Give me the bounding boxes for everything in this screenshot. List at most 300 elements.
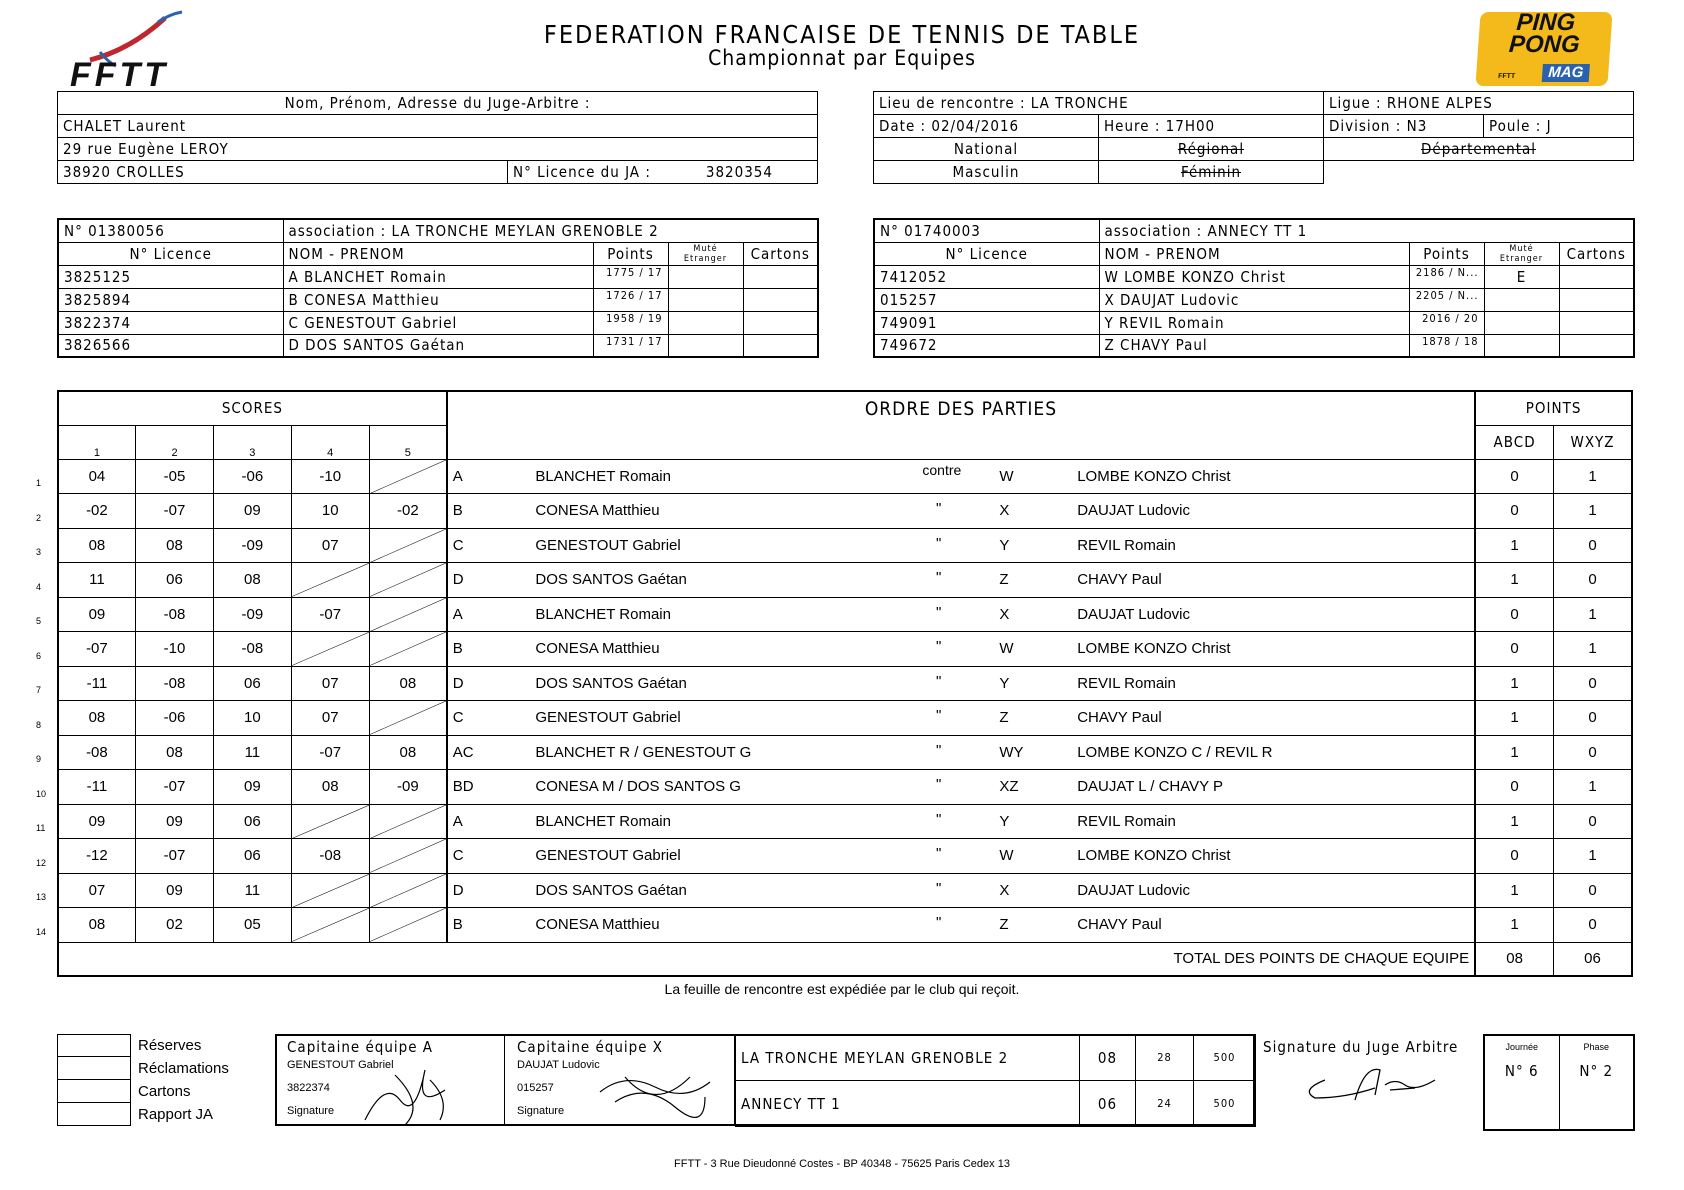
player-a-letter: A	[447, 597, 531, 632]
team-x-num: N° 01740003	[874, 219, 1099, 242]
cartons-checkbox[interactable]	[57, 1080, 131, 1103]
result-table	[735, 1034, 1256, 1127]
player-cartons	[743, 288, 818, 311]
capitaine-x-licence: 015257	[517, 1082, 554, 1094]
set-score: -02	[369, 494, 446, 529]
player-mute	[668, 334, 743, 357]
ditto-mark: "	[935, 500, 942, 517]
player-a-name	[530, 563, 969, 598]
team-x-player-row	[874, 265, 1634, 288]
set-score: -09	[214, 528, 291, 563]
points-wxyz: 1	[1554, 494, 1632, 529]
ditto-mark: "	[935, 603, 942, 621]
capitaine-x-sig-label: Signature	[517, 1105, 565, 1117]
player-x-name: CHAVY Paul	[1059, 908, 1475, 943]
set-score: 08	[58, 701, 135, 736]
lieu: Lieu de rencontre : LA TRONCHE	[874, 92, 1324, 115]
ditto-mark: "	[935, 914, 942, 931]
points-abcd: 1	[1475, 528, 1553, 563]
set-score	[369, 804, 446, 839]
partie-row	[58, 804, 1632, 839]
player-a-label: BLANCHET Romain	[535, 605, 671, 623]
row-number: 9	[36, 754, 42, 764]
player-licence: 749672	[874, 334, 1099, 357]
set-score: 08	[369, 735, 446, 770]
total-x: 06	[1554, 942, 1632, 976]
set-score: 09	[58, 804, 135, 839]
player-name: B CONESA Matthieu	[283, 288, 593, 311]
row-number: 1	[36, 478, 42, 488]
capitaine-a-signature	[355, 1060, 475, 1130]
player-x-name: DAUJAT L / CHAVY P	[1059, 770, 1475, 805]
player-name: C GENESTOUT Gabriel	[283, 311, 593, 334]
partie-row	[58, 735, 1632, 770]
player-licence: 3822374	[58, 311, 283, 334]
team-a-player-row	[58, 288, 818, 311]
player-cartons	[1559, 311, 1634, 334]
set-score: -07	[135, 770, 213, 805]
journee-value: N° 6	[1484, 1058, 1559, 1130]
row-number: 14	[36, 926, 47, 937]
points-wxyz: 1	[1554, 459, 1632, 494]
partie-row	[58, 666, 1632, 701]
player-name: Y REVIL Romain	[1099, 311, 1409, 334]
points-wxyz: 0	[1554, 666, 1632, 701]
points-wxyz: 1	[1554, 632, 1632, 667]
points-wxyz: 0	[1554, 908, 1632, 943]
player-a-label: GENESTOUT Gabriel	[535, 536, 681, 554]
row-number: 13	[36, 892, 47, 902]
ditto-mark: "	[935, 810, 942, 828]
player-licence: 7412052	[874, 265, 1099, 288]
set-score	[369, 873, 446, 908]
player-x-name: LOMBE KONZO Christ	[1059, 839, 1475, 874]
points-wxyz: 0	[1554, 563, 1632, 598]
team-x-player-row	[874, 311, 1634, 334]
player-x-name: REVIL Romain	[1059, 528, 1475, 563]
player-a-letter: C	[447, 701, 531, 736]
ditto-mark: "	[935, 741, 942, 759]
departemental: Départemental	[1324, 138, 1634, 161]
juge-licence: 3820354	[705, 163, 773, 181]
division: Division : N3	[1324, 115, 1484, 138]
points-abcd: 0	[1475, 597, 1553, 632]
pingpong-logo-small: FFTT	[1497, 73, 1516, 80]
player-points: 1775 / 17	[593, 265, 668, 288]
points-wxyz: 1	[1554, 839, 1632, 874]
row-number: 2	[36, 512, 42, 523]
set-score	[369, 528, 446, 563]
set-score: 09	[135, 804, 213, 839]
result-balls: 500	[1194, 1081, 1256, 1127]
ditto-mark: "	[935, 672, 942, 690]
row-number: 10	[36, 788, 47, 799]
result-team: ANNECY TT 1	[736, 1081, 1080, 1127]
player-cartons	[1559, 288, 1634, 311]
date: Date : 02/04/2016	[874, 115, 1099, 138]
player-name: W LOMBE KONZO Christ	[1099, 265, 1409, 288]
contre-label: contre	[922, 461, 962, 478]
player-a-letter: A	[447, 804, 531, 839]
player-cartons	[743, 311, 818, 334]
set-score: 08	[58, 908, 135, 943]
player-points: 2186 / N...	[1409, 265, 1484, 288]
set-score: -10	[135, 632, 213, 667]
player-x-letter: X	[969, 597, 1059, 632]
player-cartons	[1559, 334, 1634, 357]
team-x-h-licence: N° Licence	[874, 242, 1099, 265]
set-score: 11	[58, 563, 135, 598]
points-wxyz: 0	[1554, 804, 1632, 839]
player-points: 1878 / 18	[1409, 334, 1484, 357]
points-abcd: 0	[1475, 494, 1553, 529]
player-x-name: REVIL Romain	[1059, 666, 1475, 701]
set-score: 06	[214, 804, 291, 839]
ditto-mark: "	[935, 707, 942, 724]
player-points: 1958 / 19	[593, 311, 668, 334]
player-a-label: GENESTOUT Gabriel	[535, 709, 681, 727]
set-score: 11	[214, 735, 291, 770]
set-score: 06	[135, 563, 213, 598]
set-score: 02	[135, 908, 213, 943]
set-score: -07	[291, 735, 369, 770]
page-subtitle: Championnat par Equipes	[708, 46, 976, 70]
points-wxyz: 0	[1554, 735, 1632, 770]
set-score: -05	[135, 459, 213, 494]
set-score: 04	[58, 459, 135, 494]
set-score: 10	[291, 494, 369, 529]
set-score: 09	[214, 770, 291, 805]
player-a-name	[530, 597, 969, 632]
set-score: 08	[369, 666, 446, 701]
row-number: 7	[36, 685, 42, 695]
partie-row	[58, 908, 1632, 943]
set-score: 06	[214, 666, 291, 701]
capitaine-a-name: GENESTOUT Gabriel	[287, 1059, 394, 1071]
set-score	[369, 908, 446, 943]
row-number: 6	[36, 650, 42, 661]
set-score: 09	[58, 597, 135, 632]
set-score	[291, 563, 369, 598]
page-title: FEDERATION FRANCAISE DE TENNIS DE TABLE	[543, 20, 1141, 49]
set-score: -07	[291, 597, 369, 632]
points-abcd: 1	[1475, 908, 1553, 943]
player-licence: 3825125	[58, 265, 283, 288]
player-mute	[668, 311, 743, 334]
player-x-letter: X	[969, 873, 1059, 908]
points-abcd: 0	[1475, 770, 1553, 805]
set-score: -07	[135, 839, 213, 874]
reserves-label: Réserves	[138, 1037, 202, 1054]
player-mute	[668, 265, 743, 288]
player-a-label: BLANCHET R / GENESTOUT G	[535, 743, 752, 761]
player-x-name: REVIL Romain	[1059, 804, 1475, 839]
pingpong-logo-mag: MAG	[1542, 64, 1590, 82]
set-score	[291, 804, 369, 839]
player-a-letter: B	[447, 908, 531, 943]
team-a-h-mute: Muté Etranger	[668, 242, 743, 265]
set-score: -11	[58, 666, 135, 701]
player-x-letter: Y	[969, 528, 1059, 563]
player-a-letter: B	[447, 494, 531, 529]
partie-row	[58, 839, 1632, 874]
set-number: 1	[58, 425, 135, 459]
team-a-player-row	[58, 265, 818, 288]
capitaine-x-title: Capitaine équipe X	[517, 1038, 664, 1056]
set-score: 10	[214, 701, 291, 736]
set-score: 08	[214, 563, 291, 598]
player-x-letter: Z	[969, 563, 1059, 598]
set-score	[369, 563, 446, 598]
partie-row	[58, 597, 1632, 632]
player-a-name	[530, 494, 969, 529]
points-wxyz: 0	[1554, 873, 1632, 908]
set-score: -09	[214, 597, 291, 632]
juge-signature-label: Signature du Juge Arbitre	[1263, 1038, 1459, 1056]
player-a-label: CONESA M / DOS SANTOS G	[535, 778, 741, 796]
player-a-letter: BD	[447, 770, 531, 805]
team-a-h-licence: N° Licence	[58, 242, 283, 265]
ditto-mark: "	[935, 845, 942, 862]
set-score: 08	[135, 735, 213, 770]
row-number: 3	[36, 547, 42, 557]
team-x-table	[873, 218, 1635, 358]
player-x-name: DAUJAT Ludovic	[1059, 597, 1475, 632]
player-cartons	[743, 265, 818, 288]
player-name: Z CHAVY Paul	[1099, 334, 1409, 357]
player-a-label: BLANCHET Romain	[535, 467, 671, 485]
player-a-label: CONESA Matthieu	[535, 916, 660, 934]
team-x-player-row	[874, 288, 1634, 311]
player-a-name	[530, 632, 969, 667]
phase-label: Phase	[1559, 1035, 1634, 1058]
points-abcd: 1	[1475, 666, 1553, 701]
team-x-player-row	[874, 334, 1634, 357]
set-score: 08	[135, 528, 213, 563]
player-cartons	[743, 334, 818, 357]
set-score: 07	[291, 666, 369, 701]
result-pts: 08	[1080, 1035, 1136, 1081]
player-a-name	[530, 770, 969, 805]
player-points: 1726 / 17	[593, 288, 668, 311]
team-a-h-points: Points	[593, 242, 668, 265]
team-a-assoc: association : LA TRONCHE MEYLAN GRENOBLE 2	[283, 219, 818, 242]
row-number: 8	[36, 719, 42, 730]
player-a-label: CONESA Matthieu	[535, 502, 660, 520]
partie-row	[58, 563, 1632, 598]
juge-arbitre-table	[57, 91, 818, 184]
set-score: 06	[214, 839, 291, 874]
points-wxyz: 1	[1554, 770, 1632, 805]
player-a-name	[530, 528, 969, 563]
set-score	[369, 459, 446, 494]
player-mute	[668, 288, 743, 311]
points-abcd: 0	[1475, 839, 1553, 874]
player-a-label: GENESTOUT Gabriel	[535, 847, 681, 865]
set-score: 05	[214, 908, 291, 943]
set-score: -08	[214, 632, 291, 667]
juge-licence-cell	[508, 161, 818, 184]
points-abcd: 1	[1475, 873, 1553, 908]
set-score: 07	[291, 528, 369, 563]
regional: Régional	[1099, 138, 1324, 161]
player-a-letter: C	[447, 528, 531, 563]
set-score: -12	[58, 839, 135, 874]
player-a-name	[530, 666, 969, 701]
points-abcd: 1	[1475, 735, 1553, 770]
player-licence: 3825894	[58, 288, 283, 311]
player-x-letter: Y	[969, 804, 1059, 839]
player-a-letter: B	[447, 632, 531, 667]
row-number: 12	[36, 857, 47, 868]
result-pts: 06	[1080, 1081, 1136, 1127]
abcd-label: ABCD	[1475, 425, 1553, 459]
result-sets: 24	[1136, 1081, 1194, 1127]
journee-label: Journée	[1484, 1035, 1559, 1058]
reclamations-checkbox[interactable]	[57, 1057, 131, 1080]
team-x-h-cartons: Cartons	[1559, 242, 1634, 265]
row-number: 4	[36, 581, 42, 592]
player-x-name: LOMBE KONZO Christ	[1059, 459, 1475, 494]
ditto-mark: "	[935, 879, 942, 897]
team-x-h-nom: NOM - PRENOM	[1099, 242, 1409, 265]
partie-row	[58, 701, 1632, 736]
player-x-name: DAUJAT Ludovic	[1059, 873, 1475, 908]
player-mute	[1484, 334, 1559, 357]
points-wxyz: 0	[1554, 701, 1632, 736]
set-score: -08	[135, 597, 213, 632]
player-a-name	[530, 804, 969, 839]
points-abcd: 0	[1475, 459, 1553, 494]
journee-phase-table	[1483, 1034, 1635, 1131]
player-a-label: DOS SANTOS Gaétan	[535, 674, 687, 692]
reserves-checkbox[interactable]	[57, 1034, 131, 1057]
player-a-label: DOS SANTOS Gaétan	[535, 571, 687, 589]
phase-value: N° 2	[1559, 1058, 1634, 1130]
team-a-player-row	[58, 334, 818, 357]
capitaine-a	[275, 1034, 505, 1126]
parties-table	[57, 390, 1633, 977]
player-x-name: LOMBE KONZO C / REVIL R	[1059, 735, 1475, 770]
pingpong-logo-word2: PONG	[1508, 31, 1581, 58]
set-score: -11	[58, 770, 135, 805]
partie-row	[58, 770, 1632, 805]
juge-city: 38920 CROLLES	[58, 161, 508, 184]
ordre-label: ORDRE DES PARTIES	[447, 391, 1475, 459]
points-label: POINTS	[1475, 391, 1632, 425]
player-name: A BLANCHET Romain	[283, 265, 593, 288]
rencontre-table	[873, 91, 1634, 184]
set-score: -02	[58, 494, 135, 529]
fftt-logo-text: FFTT	[70, 56, 170, 94]
set-score: 07	[58, 873, 135, 908]
poule: Poule : J	[1484, 115, 1634, 138]
set-score: -07	[135, 494, 213, 529]
national: National	[874, 138, 1099, 161]
player-a-name	[530, 459, 969, 494]
row-number: 5	[36, 616, 42, 626]
set-score: -10	[291, 459, 369, 494]
result-team: LA TRONCHE MEYLAN GRENOBLE 2	[736, 1035, 1080, 1081]
player-a-name	[530, 908, 969, 943]
heure: Heure : 17H00	[1099, 115, 1324, 138]
cartons-label: Cartons	[138, 1083, 191, 1100]
partie-row	[58, 459, 1632, 494]
set-number: 5	[369, 425, 446, 459]
set-score	[369, 701, 446, 736]
set-score: -06	[214, 459, 291, 494]
player-a-name	[530, 873, 969, 908]
player-x-letter: Y	[969, 666, 1059, 701]
points-abcd: 0	[1475, 632, 1553, 667]
row-number: 11	[36, 823, 46, 833]
team-x-h-points: Points	[1409, 242, 1484, 265]
set-score: -06	[135, 701, 213, 736]
juge-label: Nom, Prénom, Adresse du Juge-Arbitre :	[58, 92, 818, 115]
player-mute	[1484, 288, 1559, 311]
capitaine-x-signature	[595, 1062, 715, 1122]
juge-address: 29 rue Eugène LEROY	[58, 138, 818, 161]
player-x-letter: WY	[969, 735, 1059, 770]
player-mute	[1484, 311, 1559, 334]
player-mute: E	[1484, 265, 1559, 288]
capitaine-x	[505, 1034, 735, 1126]
team-x-h-mute: Muté Etranger	[1484, 242, 1559, 265]
partie-row	[58, 528, 1632, 563]
set-score: 11	[214, 873, 291, 908]
partie-row	[58, 494, 1632, 529]
set-score: 08	[291, 770, 369, 805]
team-a-table	[57, 218, 819, 358]
set-score: 09	[214, 494, 291, 529]
player-x-letter: XZ	[969, 770, 1059, 805]
player-a-letter: D	[447, 666, 531, 701]
set-score	[369, 597, 446, 632]
player-x-letter: X	[969, 494, 1059, 529]
player-name: D DOS SANTOS Gaétan	[283, 334, 593, 357]
set-score: 08	[58, 528, 135, 563]
player-a-letter: D	[447, 873, 531, 908]
feminin: Féminin	[1099, 161, 1324, 184]
player-x-letter: Z	[969, 701, 1059, 736]
pingpong-logo-word1: PING	[1515, 9, 1577, 36]
player-a-letter: C	[447, 839, 531, 874]
set-score	[291, 873, 369, 908]
team-x-assoc: association : ANNECY TT 1	[1099, 219, 1634, 242]
points-wxyz: 0	[1554, 528, 1632, 563]
player-points: 2016 / 20	[1409, 311, 1484, 334]
juge-name: CHALET Laurent	[58, 115, 818, 138]
team-a-player-row	[58, 311, 818, 334]
points-wxyz: 1	[1554, 597, 1632, 632]
player-a-name	[530, 839, 969, 874]
rapport-label: Rapport JA	[138, 1106, 214, 1123]
result-balls: 500	[1194, 1035, 1256, 1081]
fftt-address: FFTT - 3 Rue Dieudonné Costes - BP 40348 - 75625 Paris Cedex 13	[674, 1158, 1010, 1170]
capitaine-x-name: DAUJAT Ludovic	[517, 1059, 600, 1071]
masculin: Masculin	[874, 161, 1099, 184]
set-score	[369, 839, 446, 874]
capitaine-a-title: Capitaine équipe A	[287, 1038, 434, 1056]
player-a-label: CONESA Matthieu	[535, 640, 660, 658]
player-a-label: BLANCHET Romain	[535, 812, 671, 830]
set-score: -08	[58, 735, 135, 770]
set-number: 4	[291, 425, 369, 459]
set-number: 3	[214, 425, 291, 459]
expedition-note: La feuille de rencontre est expédiée par le club qui reçoit.	[664, 981, 1020, 997]
rapport-checkbox[interactable]	[57, 1103, 131, 1126]
player-a-letter: AC	[447, 735, 531, 770]
